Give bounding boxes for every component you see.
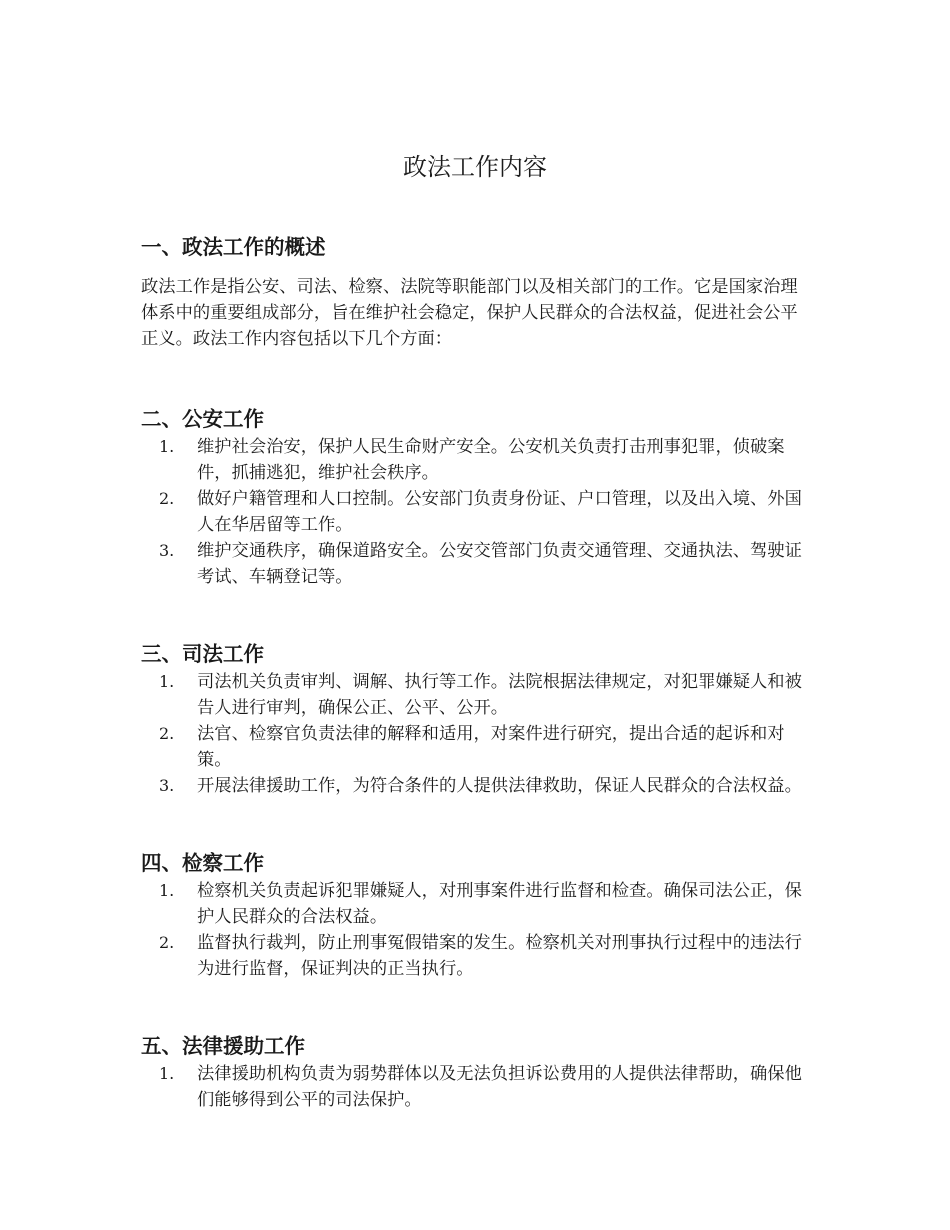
numbered-list xyxy=(141,878,813,982)
section-heading: 四、检察工作 xyxy=(141,851,264,875)
section-judicial xyxy=(141,639,813,799)
section-heading: 二、公安工作 xyxy=(141,407,264,431)
numbered-list xyxy=(141,434,813,590)
list-item-text: 司法机关负责审判、调解、执行等工作。法院根据法律规定，对犯罪嫌疑人和被告人进行审判，确保公正、公平、公开。 xyxy=(197,672,802,718)
list-item-number: 3. xyxy=(159,776,175,795)
list-item-number: 1. xyxy=(159,1064,175,1083)
list-item xyxy=(141,1061,813,1113)
list-item xyxy=(141,930,813,982)
section-heading: 五、法律援助工作 xyxy=(141,1034,305,1058)
list-item-text: 维护社会治安，保护人民生命财产安全。公安机关负责打击刑事犯罪，侦破案件，抓捕逃犯，维护社会秩序。 xyxy=(197,437,785,483)
section-overview xyxy=(141,232,813,352)
list-item-number: 2. xyxy=(159,933,175,952)
list-item-text: 法律援助机构负责为弱势群体以及无法负担诉讼费用的人提供法律帮助，确保他们能够得到公平的司法保护。 xyxy=(197,1064,802,1110)
list-item-number: 1. xyxy=(159,881,175,900)
document-title: 政法工作内容 xyxy=(403,153,547,181)
list-item xyxy=(141,878,813,930)
section-heading: 三、司法工作 xyxy=(141,642,264,666)
list-item xyxy=(141,669,813,721)
list-item xyxy=(141,538,813,590)
numbered-list xyxy=(141,669,813,799)
list-item xyxy=(141,486,813,538)
overview-paragraph: 政法工作是指公安、司法、检察、法院等职能部门以及相关部门的工作。它是国家治理体系中的重要组成部分，旨在维护社会稳定，保护人民群众的合法权益，促进社会公平正义。政法工作内容包括以下几个方面： xyxy=(141,277,798,349)
section-heading: 一、政法工作的概述 xyxy=(141,235,326,259)
list-item-number: 3. xyxy=(159,541,175,560)
list-item-text: 监督执行裁判，防止刑事冤假错案的发生。检察机关对刑事执行过程中的违法行为进行监督，保证判决的正当执行。 xyxy=(197,933,802,979)
list-item-number: 1. xyxy=(159,672,175,691)
list-item xyxy=(141,434,813,486)
section-public-security xyxy=(141,404,813,590)
list-item-number: 1. xyxy=(159,437,175,456)
list-item-text: 维护交通秩序，确保道路安全。公安交管部门负责交通管理、交通执法、驾驶证考试、车辆登记等。 xyxy=(197,541,802,587)
list-item-text: 检察机关负责起诉犯罪嫌疑人，对刑事案件进行监督和检查。确保司法公正，保护人民群众的合法权益。 xyxy=(197,881,802,927)
section-legal-aid xyxy=(141,1031,813,1113)
list-item xyxy=(141,721,813,773)
numbered-list xyxy=(141,1061,813,1113)
list-item-text: 法官、检察官负责法律的解释和适用，对案件进行研究，提出合适的起诉和对策。 xyxy=(197,724,785,770)
list-item-text: 做好户籍管理和人口控制。公安部门负责身份证、户口管理，以及出入境、外国人在华居留等工作。 xyxy=(197,489,802,535)
list-item-number: 2. xyxy=(159,724,175,743)
list-item xyxy=(141,773,813,799)
list-item-text: 开展法律援助工作，为符合条件的人提供法律救助，保证人民群众的合法权益。 xyxy=(197,776,802,796)
list-item-number: 2. xyxy=(159,489,175,508)
section-procuratorate xyxy=(141,848,813,982)
document-body xyxy=(141,232,813,1113)
